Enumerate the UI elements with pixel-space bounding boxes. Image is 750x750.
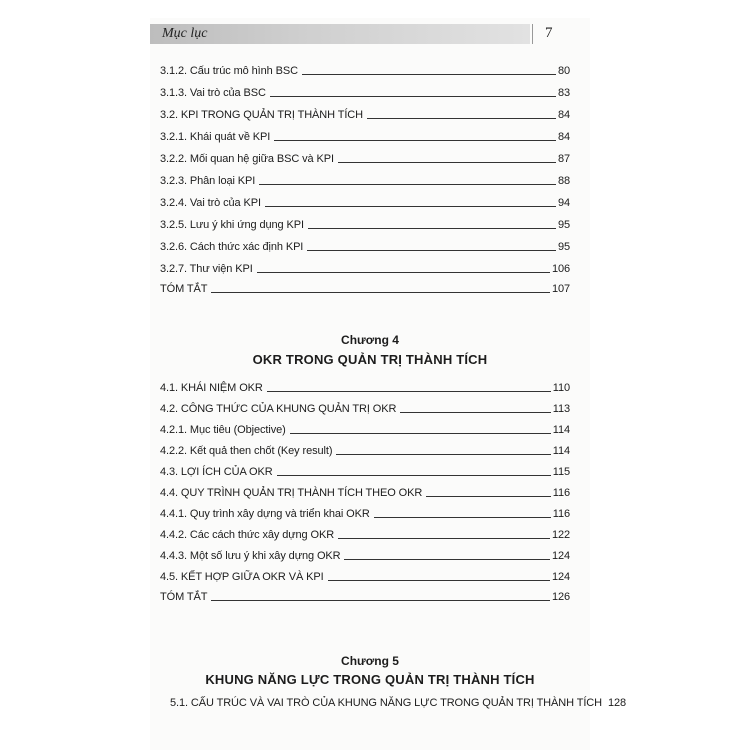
dot-leader: [308, 228, 556, 229]
toc-row[interactable]: [170, 694, 627, 710]
chapter-4-title: OKR TRONG QUẢN TRỊ THÀNH TÍCH: [252, 352, 488, 367]
toc-row[interactable]: [160, 280, 570, 296]
toc-row[interactable]: [160, 588, 570, 604]
toc-page: 110: [552, 382, 570, 394]
dot-leader: [302, 74, 556, 75]
dot-leader: [277, 475, 551, 476]
toc-label: 4.1. KHÁI NIỆM OKR: [160, 382, 263, 394]
toc-label: 4.4.2. Các cách thức xây dựng OKR: [160, 529, 335, 541]
toc-page: 88: [557, 175, 570, 187]
toc-page: 128: [607, 697, 627, 709]
toc-row[interactable]: [160, 84, 570, 100]
toc-page: 83: [557, 87, 570, 99]
header-divider: [532, 24, 533, 44]
toc-row[interactable]: [160, 421, 570, 437]
toc-page: 124: [551, 550, 570, 562]
dot-leader: [211, 292, 550, 293]
toc-label: 4.4.3. Một số lưu ý khi xây dựng OKR: [160, 550, 341, 562]
toc-page: 84: [557, 131, 570, 143]
page-header: [150, 24, 590, 44]
toc-row[interactable]: [160, 526, 570, 542]
dot-leader: [259, 184, 556, 185]
toc-row[interactable]: [160, 379, 570, 395]
toc-label: 4.3. LỢI ÍCH CỦA OKR: [160, 466, 273, 478]
toc-label: 4.2.2. Kết quả then chốt (Key result): [160, 445, 333, 457]
toc-page: 106: [551, 263, 570, 275]
toc-row[interactable]: [160, 400, 570, 416]
dot-leader: [265, 206, 556, 207]
toc-label: TÓM TẮT: [160, 591, 208, 603]
toc-label: 4.2. CÔNG THỨC CỦA KHUNG QUẢN TRỊ OKR: [160, 403, 397, 415]
toc-label: 3.2. KPI TRONG QUẢN TRỊ THÀNH TÍCH: [160, 109, 363, 121]
toc-label: 3.2.6. Cách thức xác định KPI: [160, 241, 304, 253]
toc-row[interactable]: [160, 106, 570, 122]
toc-label: TÓM TẮT: [160, 283, 208, 295]
chapter-5-title: KHUNG NĂNG LỰC TRONG QUẢN TRỊ THÀNH TÍCH: [205, 672, 535, 687]
toc-page: 95: [557, 219, 570, 231]
toc-label: 3.2.3. Phân loại KPI: [160, 175, 256, 187]
dot-leader: [336, 454, 550, 455]
toc-page: 114: [552, 424, 570, 436]
toc-label: 3.2.4. Vai trò của KPI: [160, 197, 261, 209]
toc-label: 3.2.2. Mối quan hệ giữa BSC và KPI: [160, 153, 334, 165]
toc-page: 113: [552, 403, 570, 415]
dot-leader: [344, 559, 549, 560]
toc-page: 95: [557, 241, 570, 253]
toc-label: 4.4.1. Quy trình xây dựng và triển khai OKR: [160, 508, 370, 520]
toc-page: 114: [552, 445, 570, 457]
dot-leader: [338, 538, 550, 539]
toc-page: 115: [552, 466, 570, 478]
dot-leader: [426, 496, 551, 497]
toc-page: 94: [557, 197, 570, 209]
toc-label: 3.1.3. Vai trò của BSC: [160, 87, 266, 99]
chapter-4-number: Chương 4: [341, 333, 399, 347]
dot-leader: [290, 433, 551, 434]
toc-row[interactable]: [160, 172, 570, 188]
toc-row[interactable]: [160, 568, 570, 584]
dot-leader: [274, 140, 556, 141]
toc-row[interactable]: [160, 463, 570, 479]
page-number: 7: [545, 25, 553, 41]
toc-label: 3.2.5. Lưu ý khi ứng dụng KPI: [160, 219, 304, 231]
dot-leader: [257, 272, 550, 273]
toc-page: 124: [551, 571, 570, 583]
toc-row[interactable]: [160, 484, 570, 500]
toc-row[interactable]: [160, 62, 570, 78]
toc-row[interactable]: [160, 260, 570, 276]
toc-page: 116: [552, 487, 570, 499]
toc-page: 107: [551, 283, 570, 295]
toc-label: 3.2.1. Khái quát về KPI: [160, 131, 271, 143]
toc-label: 3.1.2. Cấu trúc mô hình BSC: [160, 65, 298, 77]
dot-leader: [367, 118, 556, 119]
toc-label: 5.1. CẤU TRÚC VÀ VAI TRÒ CỦA KHUNG NĂNG LỰC TRONG QUẢN TRỊ THÀNH TÍCH: [170, 697, 602, 709]
toc-label: 3.2.7. Thư viện KPI: [160, 263, 253, 275]
dot-leader: [374, 517, 551, 518]
toc-page: 116: [552, 508, 570, 520]
dot-leader: [267, 391, 551, 392]
toc-row[interactable]: [160, 547, 570, 563]
toc-page: 122: [551, 529, 570, 541]
dot-leader: [400, 412, 550, 413]
toc-page: 126: [551, 591, 570, 603]
toc-label: 4.4. QUY TRÌNH QUẢN TRỊ THÀNH TÍCH THEO OKR: [160, 487, 423, 499]
toc-row[interactable]: [160, 150, 570, 166]
toc-row[interactable]: [160, 505, 570, 521]
toc-row[interactable]: [160, 128, 570, 144]
dot-leader: [270, 96, 556, 97]
toc-label: 4.5. KẾT HỢP GIỮA OKR VÀ KPI: [160, 571, 324, 583]
dot-leader: [338, 162, 556, 163]
toc-page: 80: [557, 65, 570, 77]
dot-leader: [328, 580, 550, 581]
toc-row[interactable]: [160, 238, 570, 254]
dot-leader: [307, 250, 556, 251]
toc-page: 84: [557, 109, 570, 121]
chapter-5-number: Chương 5: [341, 654, 399, 668]
header-title: Mục lục: [162, 26, 208, 41]
toc-page: 87: [557, 153, 570, 165]
toc-label: 4.2.1. Mục tiêu (Objective): [160, 424, 286, 436]
toc-row[interactable]: [160, 216, 570, 232]
dot-leader: [211, 600, 550, 601]
toc-row[interactable]: [160, 194, 570, 210]
toc-row[interactable]: [160, 442, 570, 458]
